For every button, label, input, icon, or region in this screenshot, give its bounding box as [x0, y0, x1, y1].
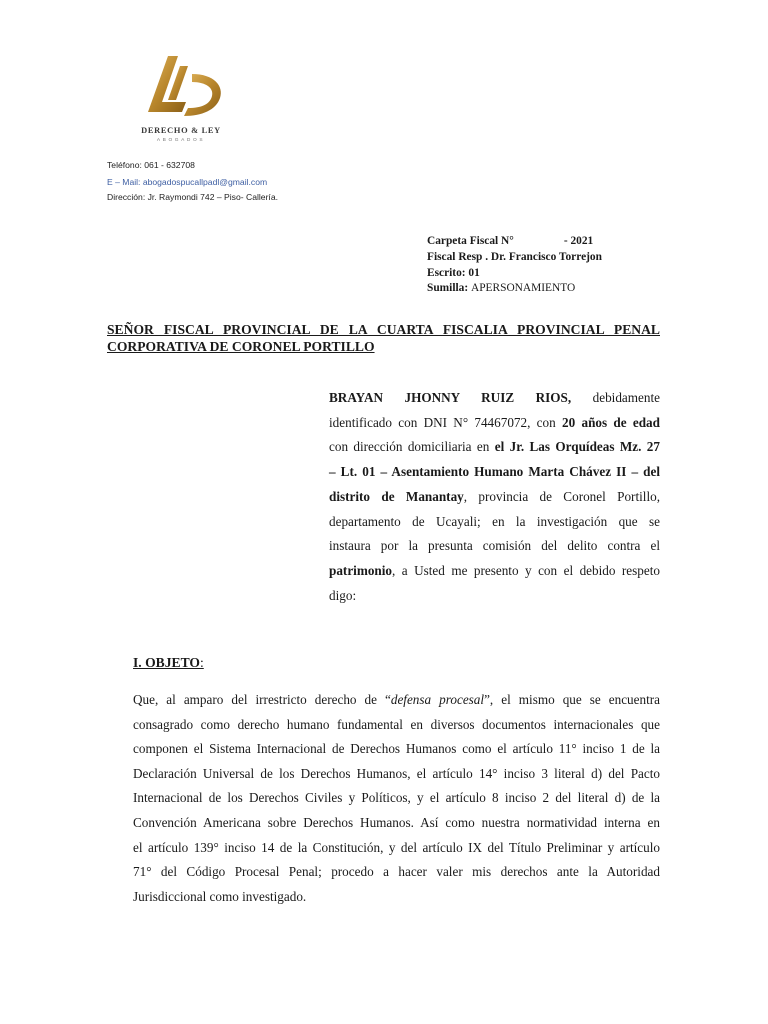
escrito-line: Escrito: 01: [427, 266, 480, 279]
fiscal-line: Fiscal Resp . Dr. Francisco Torrejon: [427, 250, 602, 263]
firm-monogram-icon: [140, 52, 224, 124]
phone-line: Teléfono: 061 - 632708: [107, 160, 195, 170]
case-header: [427, 234, 602, 297]
sumilla-value: APERSONAMIENTO: [471, 282, 576, 295]
intro-line: instaura por la presunta comisión del delito contra el: [329, 538, 660, 554]
intro-line: patrimonio, a Usted me presento y con el debido respeto: [329, 562, 660, 578]
objeto-paragraph: [133, 688, 660, 909]
intro-line: – Lt. 01 – Asentamiento Humano Marta Chávez II – del: [329, 464, 660, 480]
sumilla-line: [427, 281, 602, 297]
body-line: el artículo 139° inciso 14 de la Constitución, y del artículo IX del Título Preliminar y artículo: [133, 839, 660, 855]
intro-line: distrito de Manantay, provincia de Coronel Portillo,: [329, 488, 660, 504]
carpeta-year: - 2021: [563, 235, 594, 247]
carpeta-label: Carpeta Fiscal N°: [427, 235, 514, 247]
body-line: Internacional de los Derechos Civiles y Políticos, y el artículo 8 inciso 2 del literal d) de la: [133, 790, 660, 806]
intro-line: departamento de Ucayali; en la investigación que se: [329, 513, 660, 529]
intro-line: identificado con DNI N° 74467072, con 20 años de edad: [329, 414, 660, 430]
petitioner-age: 20 años de edad: [562, 414, 660, 430]
petitioner-name: BRAYAN JHONNY RUIZ RIOS,: [329, 390, 572, 405]
addressee-line-1: SEÑOR FISCAL PROVINCIAL DE LA CUARTA FISCALIA PROVINCIAL PENAL: [107, 322, 660, 337]
firm-subtitle: ABOGADOS: [156, 138, 206, 143]
intro-paragraph: [329, 386, 660, 608]
body-line: Declaración Universal de los Derechos Humanos, el artículo 14° inciso 3 literal d) del Pacto: [133, 765, 660, 781]
addressee-heading: [107, 321, 660, 355]
firm-name: DERECHO & LEY: [141, 126, 221, 135]
intro-line: digo:: [329, 587, 357, 603]
address-line: Dirección: Jr. Raymondi 742 – Piso- Callería.: [107, 192, 278, 202]
firm-logo: [128, 52, 234, 152]
email-line: E – Mail: abogadospucallpadl@gmail.com: [107, 177, 268, 187]
intro-line: con dirección domiciliaria en el Jr. Las Orquídeas Mz. 27: [329, 439, 660, 455]
section-title: I. OBJETO:: [133, 655, 204, 670]
body-line: consagrado como derecho humano fundamental en diversos documentos internacionales que: [133, 716, 660, 732]
body-line: Que, al amparo del irrestricto derecho de “defensa procesal”, el mismo que se encuentra: [133, 692, 660, 707]
body-line: Jurisdiccional como investigado.: [133, 888, 307, 904]
body-line: 71° del Código Procesal Penal; procedo a hacer valer mis derechos ante la Autoridad: [133, 864, 660, 880]
addressee-line-2: CORPORATIVA DE CORONEL PORTILLO: [107, 339, 375, 354]
carpeta-line: [427, 234, 602, 250]
body-line: componen el Sistema Internacional de Derechos Humanos como el artículo 11° inciso 1 de la: [133, 741, 660, 757]
body-line: Convención Americana sobre Derechos Humanos. Así como nuestra normatividad interna en: [133, 814, 660, 830]
intro-line: BRAYAN JHONNY RUIZ RIOS, debidamente: [329, 390, 661, 405]
sumilla-label: Sumilla:: [427, 282, 471, 295]
